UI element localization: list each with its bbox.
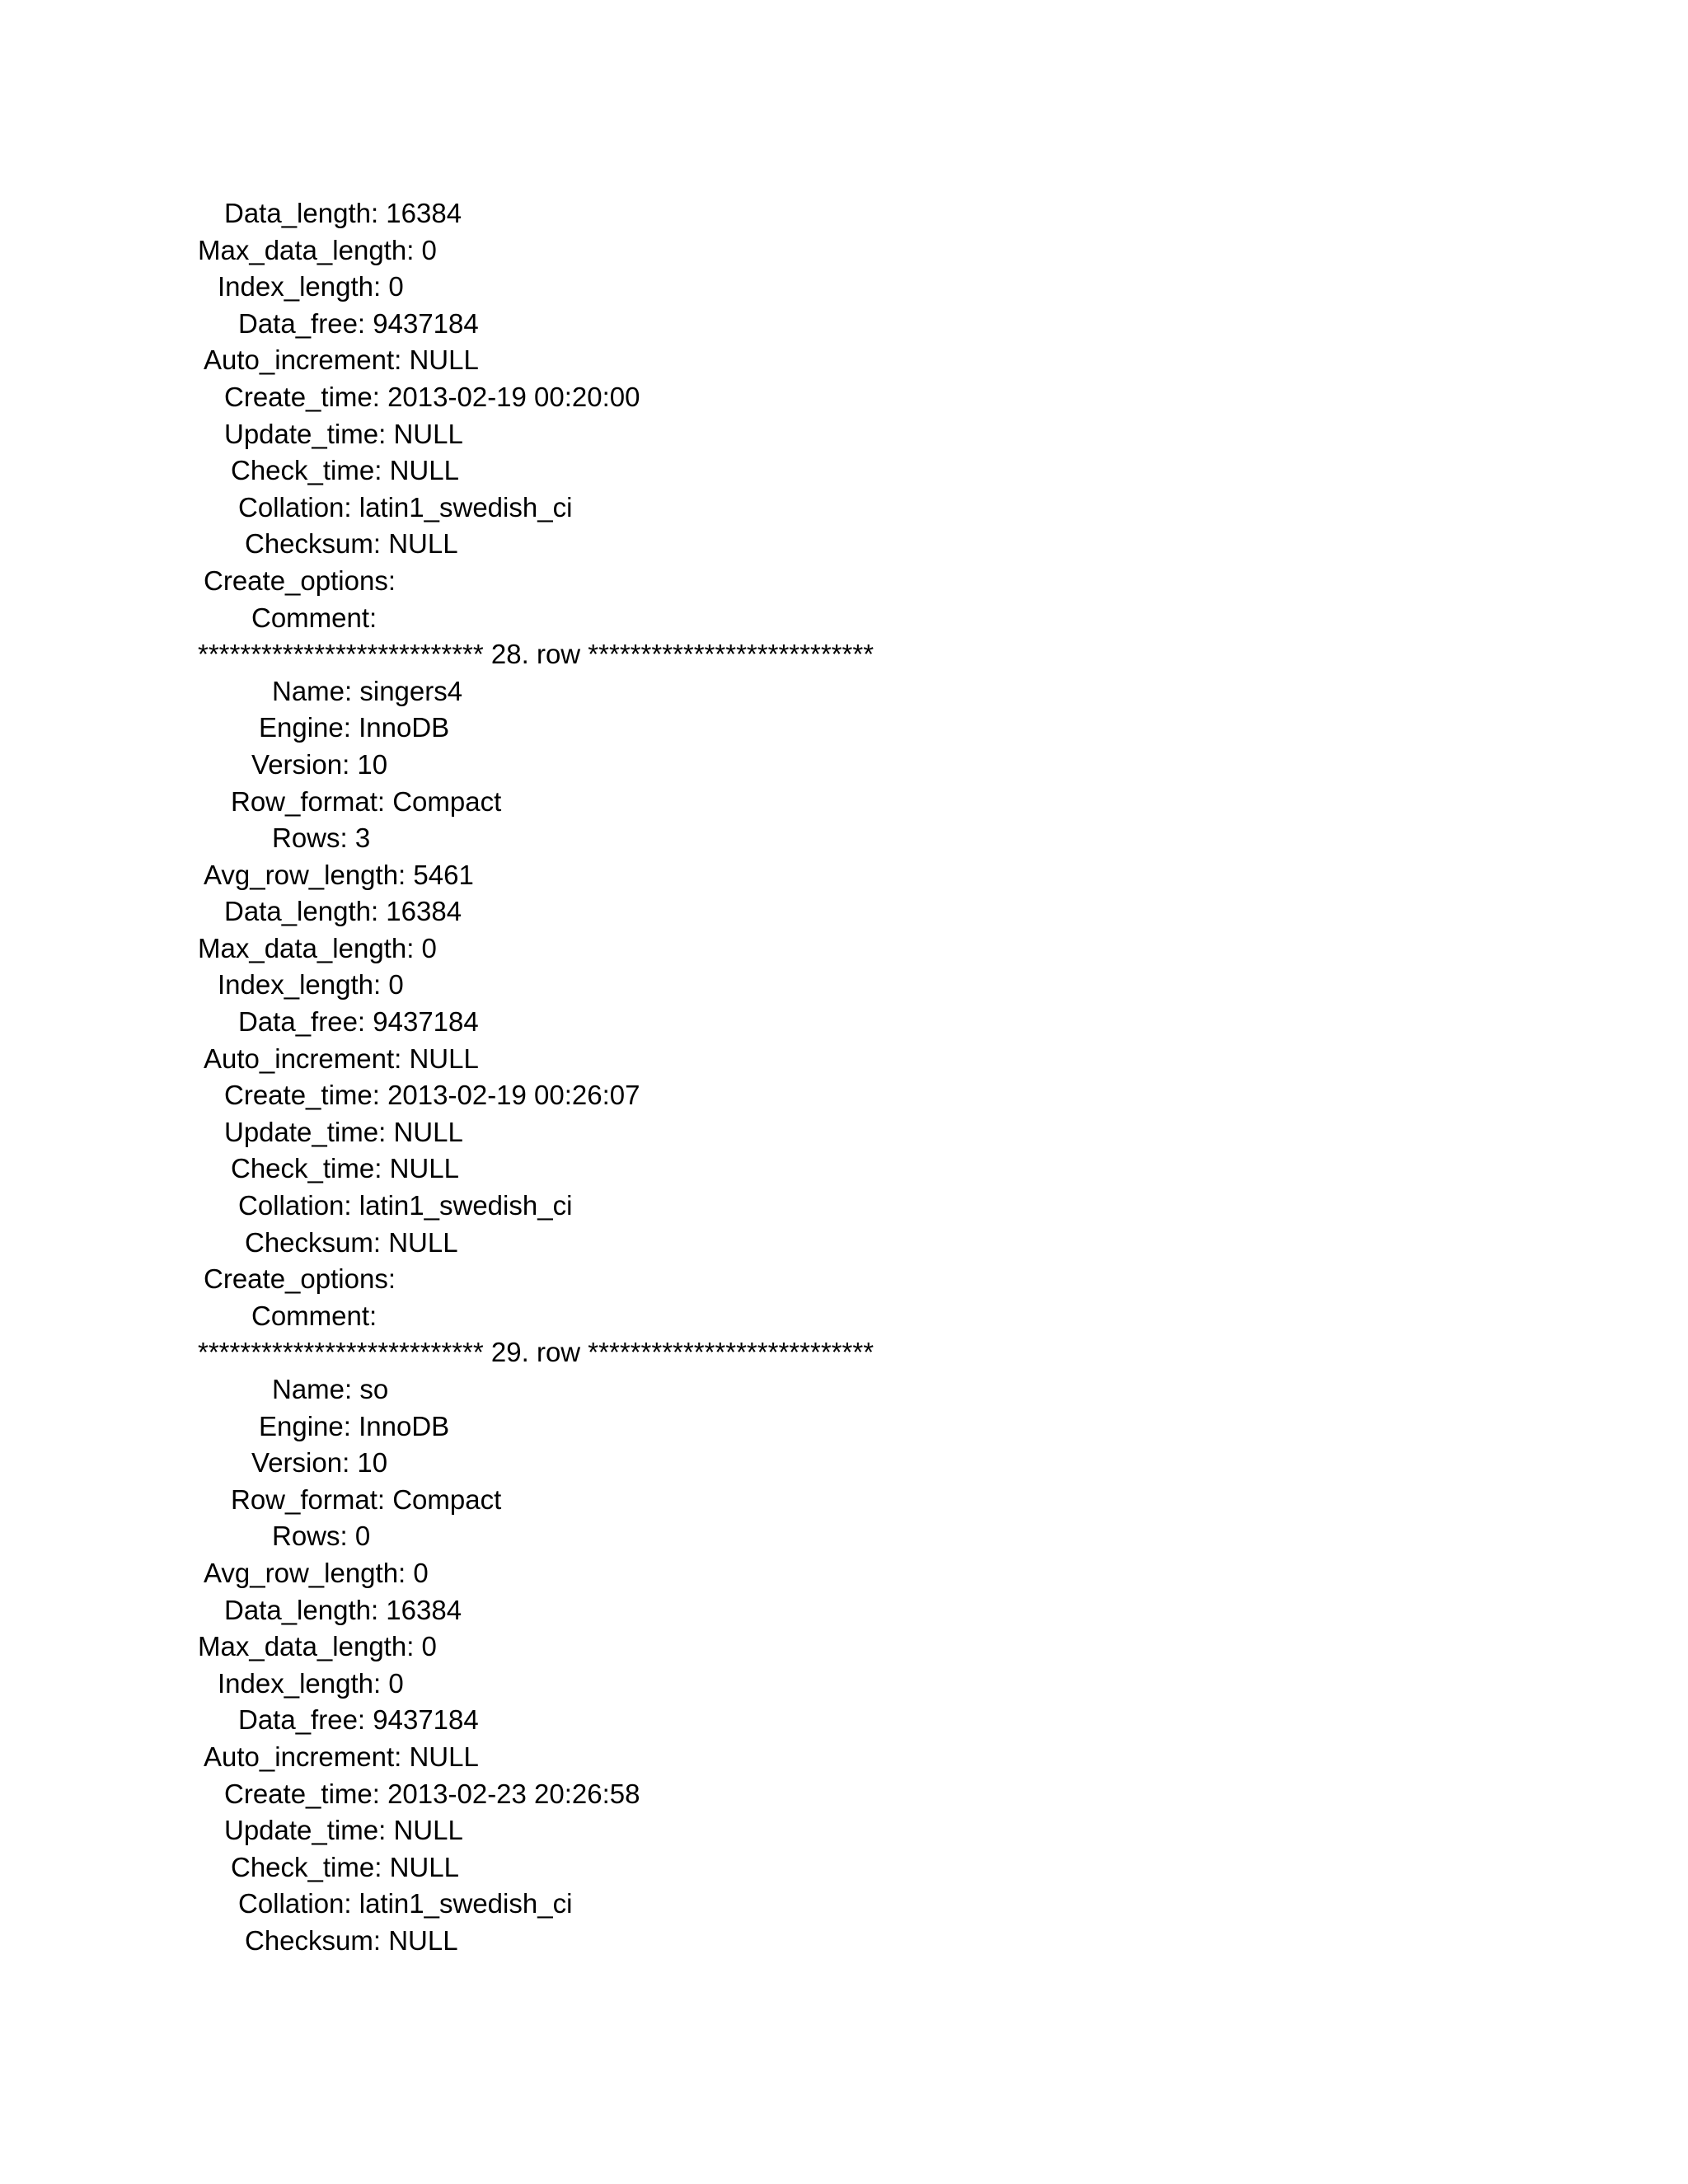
field-text: Max_data_length: 0	[198, 1631, 437, 1662]
field-line	[0, 1776, 1688, 1813]
row-separator-text: *************************** 28. row ***************************	[198, 639, 874, 670]
field-text: Avg_row_length: 5461	[204, 859, 474, 890]
field-text: Update_time: NULL	[224, 418, 463, 449]
field-line	[0, 195, 1688, 232]
field-line	[0, 452, 1688, 490]
field-line	[0, 1592, 1688, 1629]
field-line	[0, 490, 1688, 527]
field-text: Data_length: 16384	[224, 198, 462, 228]
field-line	[0, 1849, 1688, 1886]
field-line	[0, 1812, 1688, 1849]
field-line	[0, 747, 1688, 784]
field-line	[0, 1298, 1688, 1335]
field-line	[0, 710, 1688, 747]
field-text: Check_time: NULL	[231, 455, 459, 486]
field-line	[0, 232, 1688, 269]
row-separator	[0, 1334, 1688, 1371]
field-line	[0, 600, 1688, 637]
field-line	[0, 1408, 1688, 1446]
field-text: Index_length: 0	[218, 969, 404, 1001]
field-line	[0, 1041, 1688, 1078]
field-line	[0, 1482, 1688, 1519]
field-text: Auto_increment: NULL	[204, 1741, 479, 1772]
field-text: Comment:	[251, 602, 377, 633]
field-line	[0, 1188, 1688, 1225]
field-line	[0, 784, 1688, 821]
field-line	[0, 967, 1688, 1004]
field-text: Max_data_length: 0	[198, 932, 437, 963]
field-line	[0, 1077, 1688, 1114]
field-line	[0, 306, 1688, 343]
field-line	[0, 379, 1688, 416]
field-text: Create_time: 2013-02-19 00:26:07	[224, 1080, 640, 1111]
field-text: Create_options:	[204, 1263, 396, 1295]
field-text: Create_time: 2013-02-23 20:26:58	[224, 1778, 640, 1809]
field-text: Data_free: 9437184	[238, 1704, 479, 1736]
field-line	[0, 1923, 1688, 1960]
field-line	[0, 563, 1688, 600]
field-line	[0, 526, 1688, 563]
field-line	[0, 930, 1688, 968]
field-line	[0, 1151, 1688, 1188]
field-text: Name: so	[272, 1374, 389, 1404]
field-text: Collation: latin1_swedish_ci	[238, 1190, 573, 1221]
mysql-table-status-output	[0, 195, 1688, 1960]
field-text: Collation: latin1_swedish_ci	[238, 1888, 573, 1919]
field-text: Data_free: 9437184	[238, 1006, 479, 1038]
field-text: Checksum: NULL	[245, 1924, 458, 1956]
field-line	[0, 820, 1688, 857]
field-text: Rows: 0	[272, 1521, 371, 1552]
field-text: Comment:	[251, 1300, 377, 1331]
field-line	[0, 1702, 1688, 1739]
field-text: Max_data_length: 0	[198, 234, 437, 265]
field-text: Name: singers4	[272, 675, 463, 706]
field-line	[0, 1629, 1688, 1666]
field-text: Auto_increment: NULL	[204, 1043, 479, 1074]
field-line	[0, 1739, 1688, 1776]
field-line	[0, 1666, 1688, 1703]
field-line	[0, 342, 1688, 379]
field-text: Row_format: Compact	[231, 1483, 502, 1515]
field-text: Checksum: NULL	[245, 1226, 458, 1258]
field-text: Collation: latin1_swedish_ci	[238, 491, 573, 523]
field-text: Engine: InnoDB	[259, 712, 450, 743]
field-text: Create_time: 2013-02-19 00:20:00	[224, 381, 640, 412]
field-text: Checksum: NULL	[245, 528, 458, 560]
field-line	[0, 1886, 1688, 1923]
field-line	[0, 673, 1688, 710]
field-line	[0, 269, 1688, 306]
field-text: Avg_row_length: 0	[204, 1557, 429, 1588]
field-text: Index_length: 0	[218, 271, 404, 302]
field-line	[0, 1371, 1688, 1408]
field-text: Check_time: NULL	[231, 1851, 459, 1882]
field-text: Version: 10	[251, 748, 388, 780]
field-text: Update_time: NULL	[224, 1116, 463, 1147]
field-text: Engine: InnoDB	[259, 1410, 450, 1441]
field-text: Row_format: Compact	[231, 785, 502, 817]
field-text: Data_length: 16384	[224, 896, 462, 927]
field-line	[0, 857, 1688, 894]
field-text: Version: 10	[251, 1447, 388, 1479]
field-line	[0, 1114, 1688, 1151]
field-line	[0, 1555, 1688, 1592]
field-text: Update_time: NULL	[224, 1815, 463, 1846]
field-text: Check_time: NULL	[231, 1153, 459, 1184]
field-text: Data_length: 16384	[224, 1594, 462, 1625]
field-line	[0, 1261, 1688, 1298]
field-text: Index_length: 0	[218, 1667, 404, 1699]
field-text: Data_free: 9437184	[238, 307, 479, 339]
field-line	[0, 893, 1688, 930]
field-text: Rows: 3	[272, 823, 371, 854]
field-line	[0, 416, 1688, 453]
field-line	[0, 1445, 1688, 1482]
row-separator-text: *************************** 29. row ***************************	[198, 1337, 874, 1368]
field-text: Create_options:	[204, 565, 396, 596]
field-line	[0, 1004, 1688, 1041]
row-separator	[0, 636, 1688, 673]
field-line	[0, 1518, 1688, 1555]
field-line	[0, 1225, 1688, 1262]
field-text: Auto_increment: NULL	[204, 344, 479, 376]
